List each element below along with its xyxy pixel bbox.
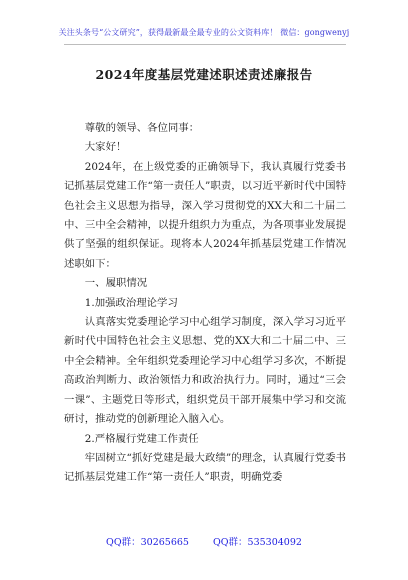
document-body — [64, 119, 346, 488]
body-paragraph: 认真落实党委理论学习中心组学习制度，深入学习习近平新时代中国特色社会主义思想、党的XX大和二十届二中、三中全会精神。全年组织党委理论学习中心组学习多次，不断提高政治判断力、政治领悟力和政治执行力。同时，通过“三会一课”、主题党日等形式，组织党员干部开展集中学习和交流研讨，推动党的创新理论入脑入心。 — [64, 316, 346, 426]
footer-qq-group-1: QQ群：30265665 — [106, 537, 189, 548]
subsection-heading: 1.加强政治理论学习 — [84, 296, 178, 309]
body-paragraph: 牢固树立“抓好党建是最大政绩”的理念，认真履行党委书记抓基层党建工作“第一责任人”职责，明确党委 — [64, 451, 346, 484]
salutation: 尊敬的领导、各位同事： — [84, 122, 200, 134]
document-title: 2024年度基层党建述职述责述廉报告 — [95, 67, 313, 82]
footer-qq-group-2: QQ群：535304092 — [212, 537, 302, 548]
intro-paragraph: 2024年，在上级党委的正确领导下，我认真履行党委书记抓基层党建工作“第一责任人”职责，以习近平新时代中国特色社会主义思想为指导，深入学习贯彻党的XX大和二十届二中、三中全会精神，以提升组织力为重点，为各项事业发展提供了坚强的组织保证。现将本人2024年抓基层党建工作情况述职如下： — [64, 160, 346, 270]
footer-contact — [0, 534, 408, 548]
subsection-heading: 2.严格履行党建工作责任 — [84, 432, 199, 445]
section-heading: 一、履职情况 — [84, 277, 148, 290]
header-divider — [64, 44, 346, 45]
greeting: 大家好！ — [84, 141, 127, 154]
header-promo-note: 关注头条号“公文研究”，获得最新最全最专业的公文资料库！ 微信：gongwenyj — [58, 28, 350, 37]
